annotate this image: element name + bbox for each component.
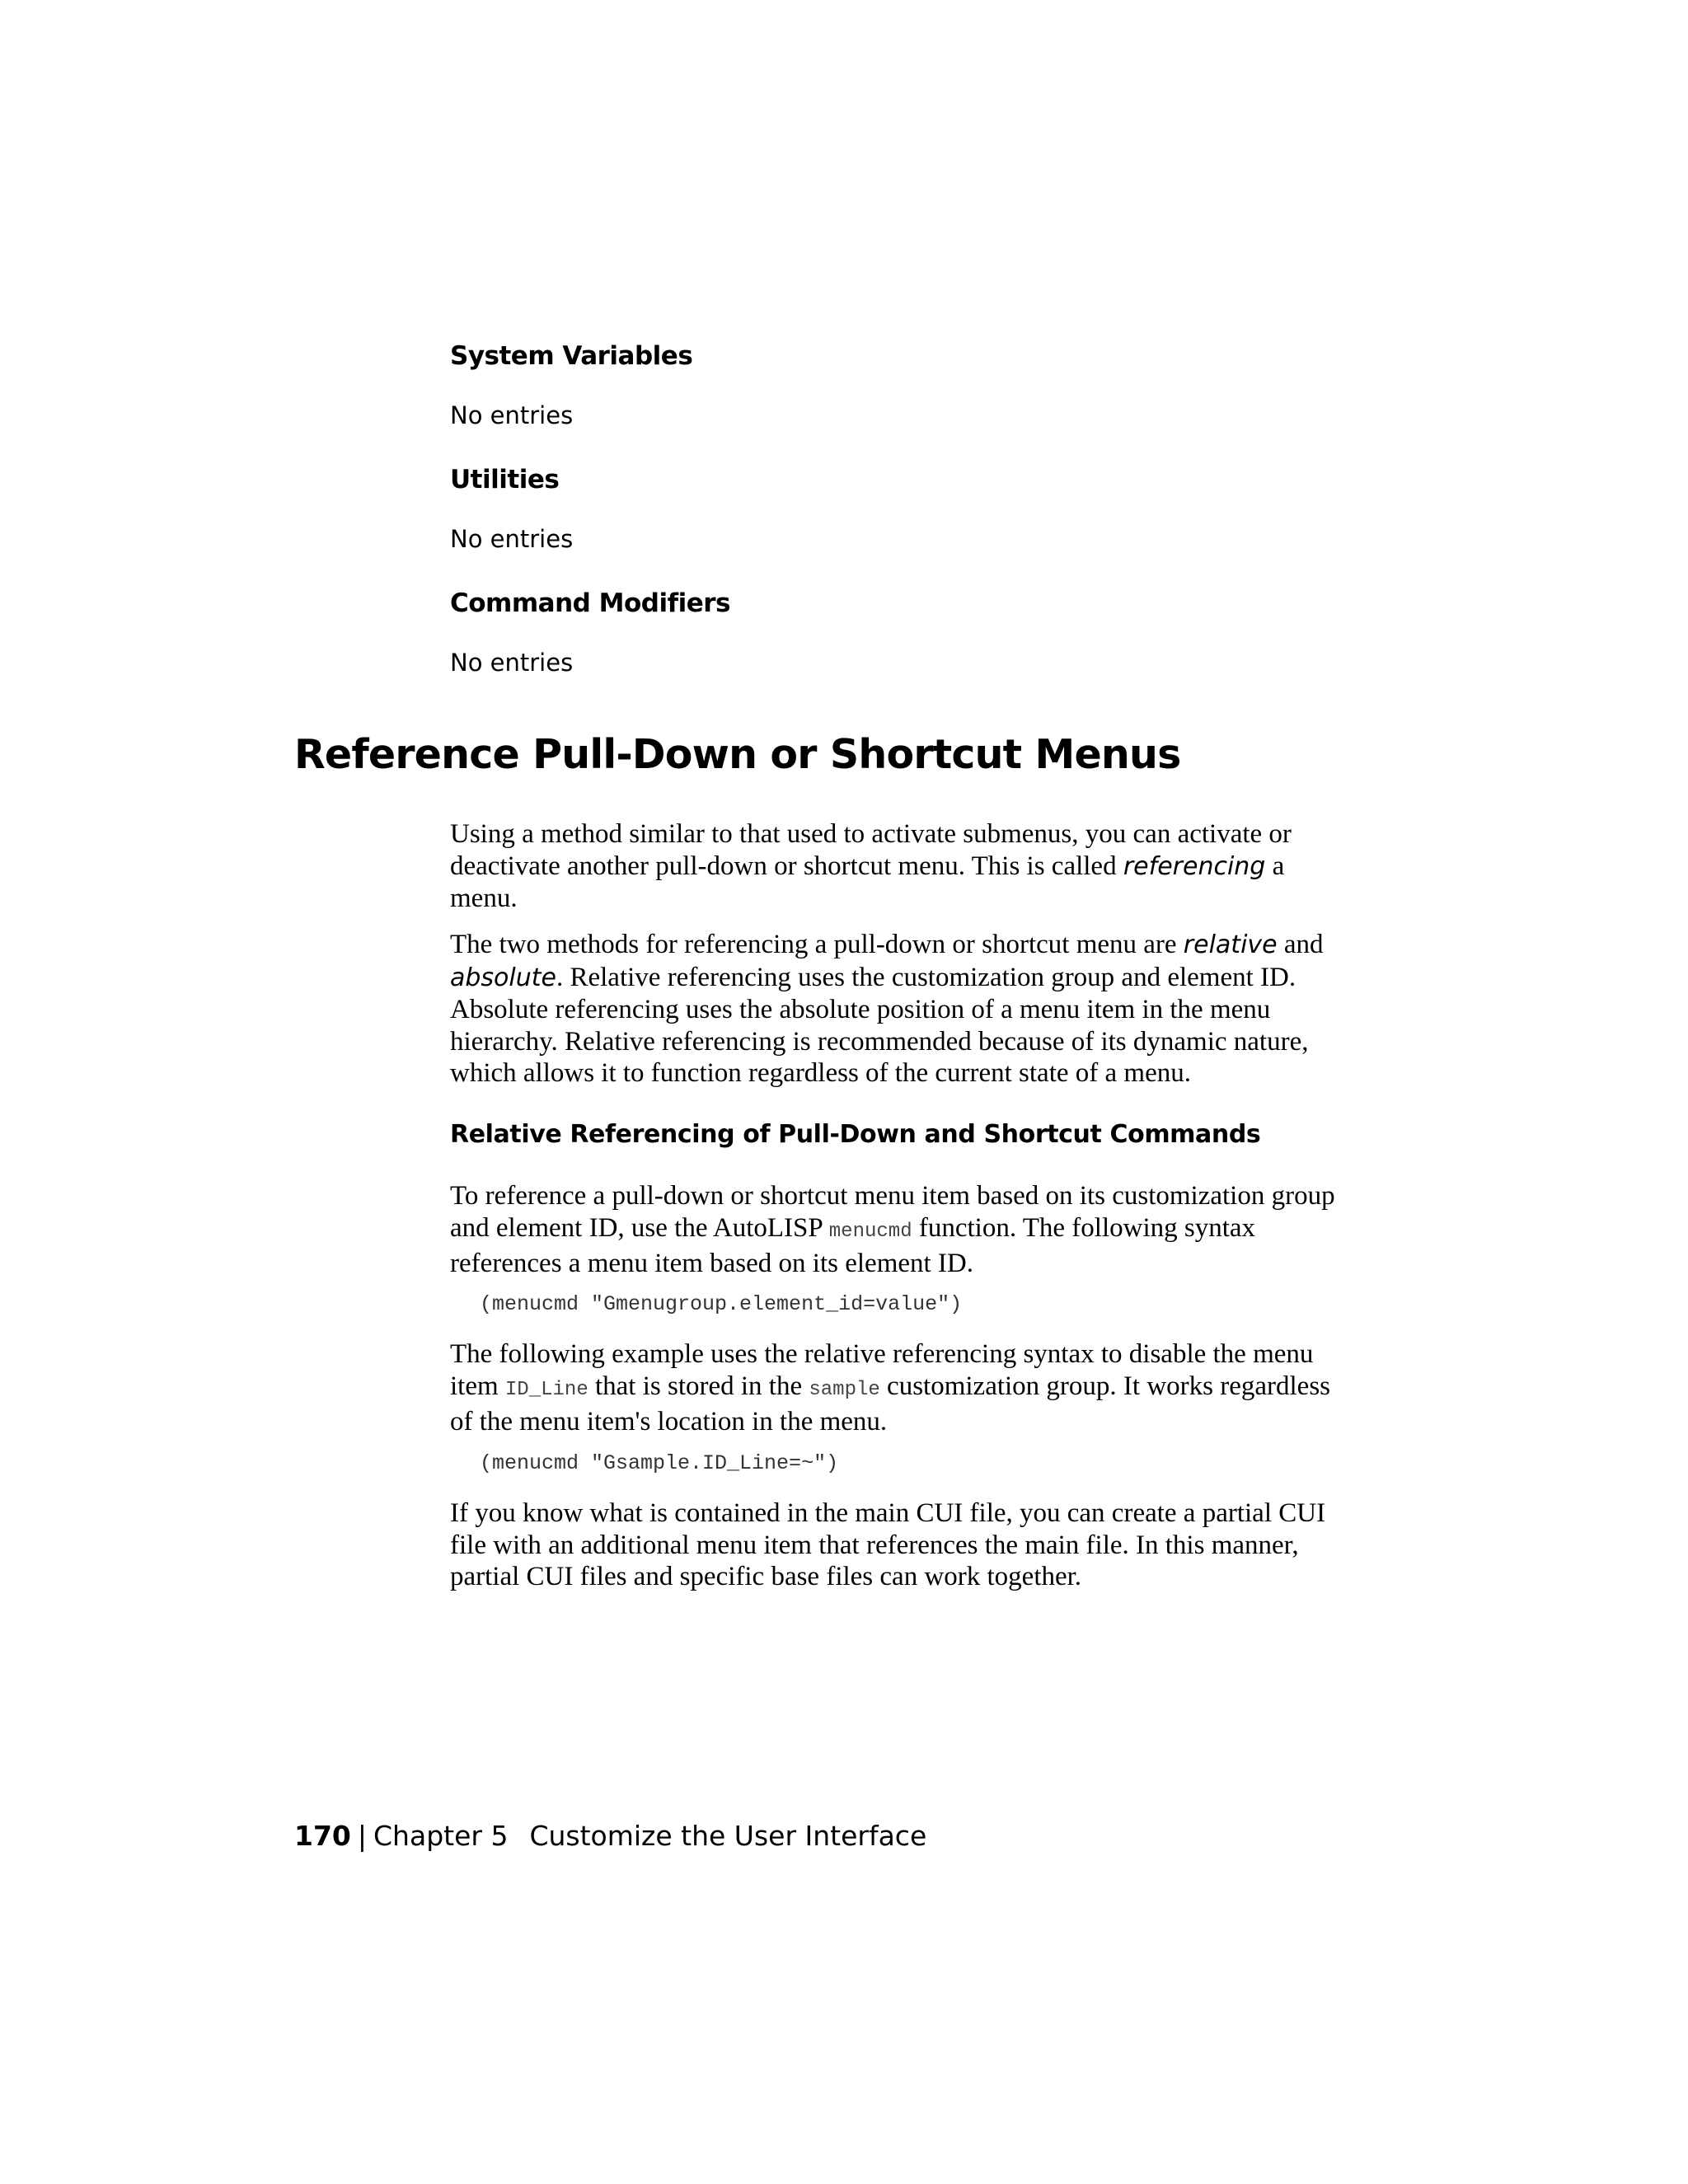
paragraph-text: The following example uses the relative referencing syntax to disable the menu item — [450, 1339, 1314, 1401]
paragraph-syntax — [450, 1180, 1340, 1280]
paragraph-example — [450, 1338, 1340, 1438]
paragraph-text: The two methods for referencing a pull-down or shortcut menu are — [450, 930, 1184, 959]
code-example-syntax: (menucmd "Gmenugroup.element_id=value") — [480, 1292, 963, 1316]
main-heading: Reference Pull-Down or Shortcut Menus — [294, 731, 1181, 778]
paragraph-methods — [450, 929, 1340, 1090]
page-number: 170 — [294, 1820, 351, 1852]
section-entry: No entries — [450, 649, 574, 677]
paragraph-text: To reference a pull-down or shortcut menu item based on its customization group and element ID, use the AutoLISP — [450, 1181, 1335, 1243]
page-footer — [294, 1819, 926, 1854]
paragraph-text: a menu. — [450, 851, 1285, 913]
paragraph-text: customization group. It works regardless of the menu item's location in the menu. — [450, 1371, 1331, 1436]
chapter-label: Chapter 5 — [373, 1820, 509, 1852]
emphasis-text: referencing — [1123, 851, 1266, 881]
emphasis-text: absolute — [450, 963, 556, 992]
section-heading: System Variables — [450, 341, 693, 371]
system-variables-section — [450, 340, 1340, 432]
inline-code: sample — [809, 1378, 880, 1401]
code-example-disable: (menucmd "Gsample.ID_Line=~") — [480, 1451, 839, 1475]
section-entry: No entries — [450, 525, 574, 553]
paragraph-text: function. The following syntax references a menu item based on its element ID. — [450, 1212, 1256, 1278]
inline-code: menucmd — [828, 1220, 912, 1243]
paragraph-partial-cui: If you know what is contained in the main CUI file, you can create a partial CUI file with an additional menu item that references the main file. In this manner, partial CUI files and specific base files can work together. — [450, 1498, 1326, 1591]
emphasis-text: relative — [1183, 930, 1278, 959]
chapter-title: Customize the User Interface — [529, 1820, 927, 1852]
section-heading: Command Modifiers — [450, 588, 730, 618]
paragraph-text: that is stored in the — [588, 1371, 809, 1401]
command-modifiers-section — [450, 587, 1340, 679]
inline-code: ID_Line — [504, 1378, 588, 1401]
paragraph-text: . Relative referencing uses the customization group and element ID. Absolute referencing uses the absolute position of a menu item in the menu hierarchy. Relative referencing is recommended because of its dynamic nature, which allows it to function regardless of the current state of a menu. — [450, 962, 1309, 1088]
section-heading: Utilities — [450, 465, 560, 494]
section-entry: No entries — [450, 401, 574, 429]
paragraph-intro — [450, 818, 1340, 915]
subheading: Relative Referencing of Pull-Down and Shortcut Commands — [450, 1120, 1261, 1149]
utilities-section — [450, 463, 1340, 555]
footer-separator: | — [357, 1820, 368, 1852]
paragraph-text: Using a method similar to that used to activate submenus, you can activate or deactivate another pull-down or shortcut menu. This is called — [450, 819, 1292, 881]
paragraph-text: and — [1277, 930, 1324, 959]
